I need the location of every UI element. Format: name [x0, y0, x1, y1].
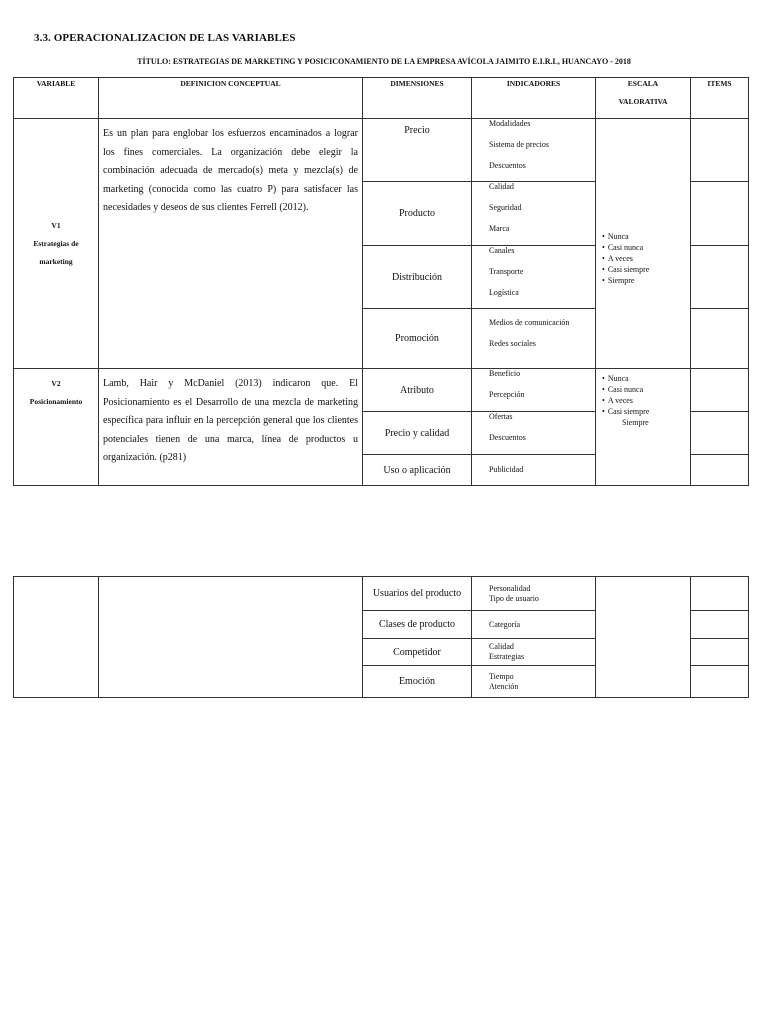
table-header-row — [14, 78, 749, 119]
indicator: Atención — [489, 681, 519, 691]
dimension-usuarios: Usuarios del producto — [363, 577, 472, 611]
items-cell — [691, 369, 749, 412]
indicator: Categoría — [489, 619, 521, 629]
scale-list-v2 — [596, 373, 690, 417]
variable-cell-empty — [14, 577, 99, 698]
header-definicion: DEFINICION CONCEPTUAL — [99, 78, 363, 119]
indicators-producto — [472, 182, 596, 246]
header-escala-line2: VALORATIVA — [618, 97, 668, 107]
indicators-atributo — [472, 369, 596, 412]
variable-v2-cell — [14, 369, 99, 486]
indicator: Redes sociales — [489, 339, 536, 348]
scale-option: • Siempre — [602, 275, 690, 286]
table-row — [14, 577, 749, 611]
indicator: Modalidades — [489, 119, 531, 128]
indicator: Transporte — [489, 267, 524, 276]
scale-option: • A veces — [602, 395, 690, 406]
indicators-clases — [472, 611, 596, 639]
header-dimensiones: DIMENSIONES — [363, 78, 472, 119]
indicators-precio-calidad — [472, 412, 596, 455]
scale-option: • Nunca — [602, 231, 690, 242]
header-escala — [596, 78, 691, 119]
items-cell — [691, 611, 749, 639]
scale-option-extra: Siempre — [622, 418, 649, 427]
definition-v1: Es un plan para englobar los esfuerzos encaminados a lograr los fines comerciales. La organización debe elegir la combinación adecuada de mercado(s) meta y mezcla(s) de marketing (conocida como las cuatro P) para satisfacer las necesidades y deseos de sus clientes Ferrell (2012). — [99, 119, 363, 369]
scale-option: • Casi nunca — [602, 242, 690, 253]
indicator: Ofertas — [489, 412, 513, 421]
indicators-promocion — [472, 309, 596, 369]
dimension-precio-calidad: Precio y calidad — [363, 412, 472, 455]
dimension-precio: Precio — [363, 119, 472, 182]
items-cell — [691, 246, 749, 309]
indicator: Percepción — [489, 390, 525, 399]
indicator: Personalidad — [489, 583, 531, 593]
header-items: ITEMS — [691, 78, 749, 119]
indicator: Calidad — [489, 182, 514, 191]
dimension-uso: Uso o aplicación — [363, 455, 472, 486]
scale-option: • Casi siempre — [602, 406, 690, 417]
indicator: Tiempo — [489, 671, 514, 681]
items-cell — [691, 666, 749, 698]
definition-cell-empty — [99, 577, 363, 698]
indicators-competidor — [472, 639, 596, 666]
indicators-precio — [472, 119, 596, 182]
variable-v2-name: Posicionamiento — [29, 397, 83, 406]
table-row — [14, 119, 749, 182]
variable-v1-name-line1: Estrategias de — [33, 238, 79, 248]
indicator: Publicidad — [489, 465, 524, 474]
table-row — [14, 369, 749, 412]
scale-option: • A veces — [602, 253, 690, 264]
indicator: Canales — [489, 246, 515, 255]
dimension-clases: Clases de producto — [363, 611, 472, 639]
indicator: Beneficio — [489, 369, 521, 378]
document-title: TÍTULO: ESTRATEGIAS DE MARKETING Y POSICICONAMIENTO DE LA EMPRESA AVÍCOLA JAIMITO E.I.R.L, HUANCAYO - 2018 — [137, 57, 631, 66]
dimension-promocion: Promoción — [363, 309, 472, 369]
scale-v2 — [596, 369, 691, 486]
scale-option: • Casi nunca — [602, 384, 690, 395]
scale-option: • Nunca — [602, 373, 690, 384]
section-heading: 3.3. OPERACIONALIZACION DE LAS VARIABLES — [34, 32, 296, 44]
variable-v1-cell — [14, 119, 99, 369]
indicators-distribucion — [472, 246, 596, 309]
scale-v1 — [596, 119, 691, 369]
indicator: Calidad — [489, 642, 514, 651]
indicator: Marca — [489, 224, 510, 233]
header-escala-line1: ESCALA — [627, 79, 659, 88]
dimension-emocion: Emoción — [363, 666, 472, 698]
variable-v1-name-line2: marketing — [39, 256, 73, 266]
items-cell — [691, 577, 749, 611]
indicator: Logística — [489, 288, 519, 297]
indicators-emocion — [472, 666, 596, 698]
indicator: Medios de comunicación — [489, 318, 570, 327]
items-cell — [691, 639, 749, 666]
operationalization-table — [13, 77, 749, 486]
indicators-usuarios — [472, 577, 596, 611]
variable-v2-code: V2 — [51, 379, 61, 388]
dimension-atributo: Atributo — [363, 369, 472, 412]
scale-option: • Casi siempre — [602, 264, 690, 275]
variable-v1-code: V1 — [51, 220, 61, 230]
items-cell — [691, 412, 749, 455]
indicator: Sistema de precios — [489, 140, 549, 149]
dimension-competidor: Competidor — [363, 639, 472, 666]
indicator: Estrategias — [489, 652, 525, 661]
indicator: Seguridad — [489, 203, 522, 212]
items-cell — [691, 309, 749, 369]
definition-v2: Lamb, Hair y McDaniel (2013) indicaron que. El Posicionamiento es el Desarrollo de una mezcla de marketing específica para influir en la percepción general que los clientes potenciales tienen de una marca, línea de productos u organización. (p281) — [99, 369, 363, 486]
scale-cell-empty — [596, 577, 691, 698]
items-cell — [691, 119, 749, 182]
indicators-uso — [472, 455, 596, 486]
header-indicadores: INDICADORES — [472, 78, 596, 119]
scale-list-v1 — [596, 231, 690, 286]
items-cell — [691, 182, 749, 246]
indicator: Tipo de usuario — [489, 593, 539, 603]
indicator: Descuentos — [489, 161, 526, 170]
indicator: Descuentos — [489, 433, 526, 442]
dimension-distribucion: Distribución — [363, 246, 472, 309]
header-variable: VARIABLE — [14, 78, 99, 119]
continuation-table — [13, 576, 749, 698]
dimension-producto: Producto — [363, 182, 472, 246]
items-cell — [691, 455, 749, 486]
